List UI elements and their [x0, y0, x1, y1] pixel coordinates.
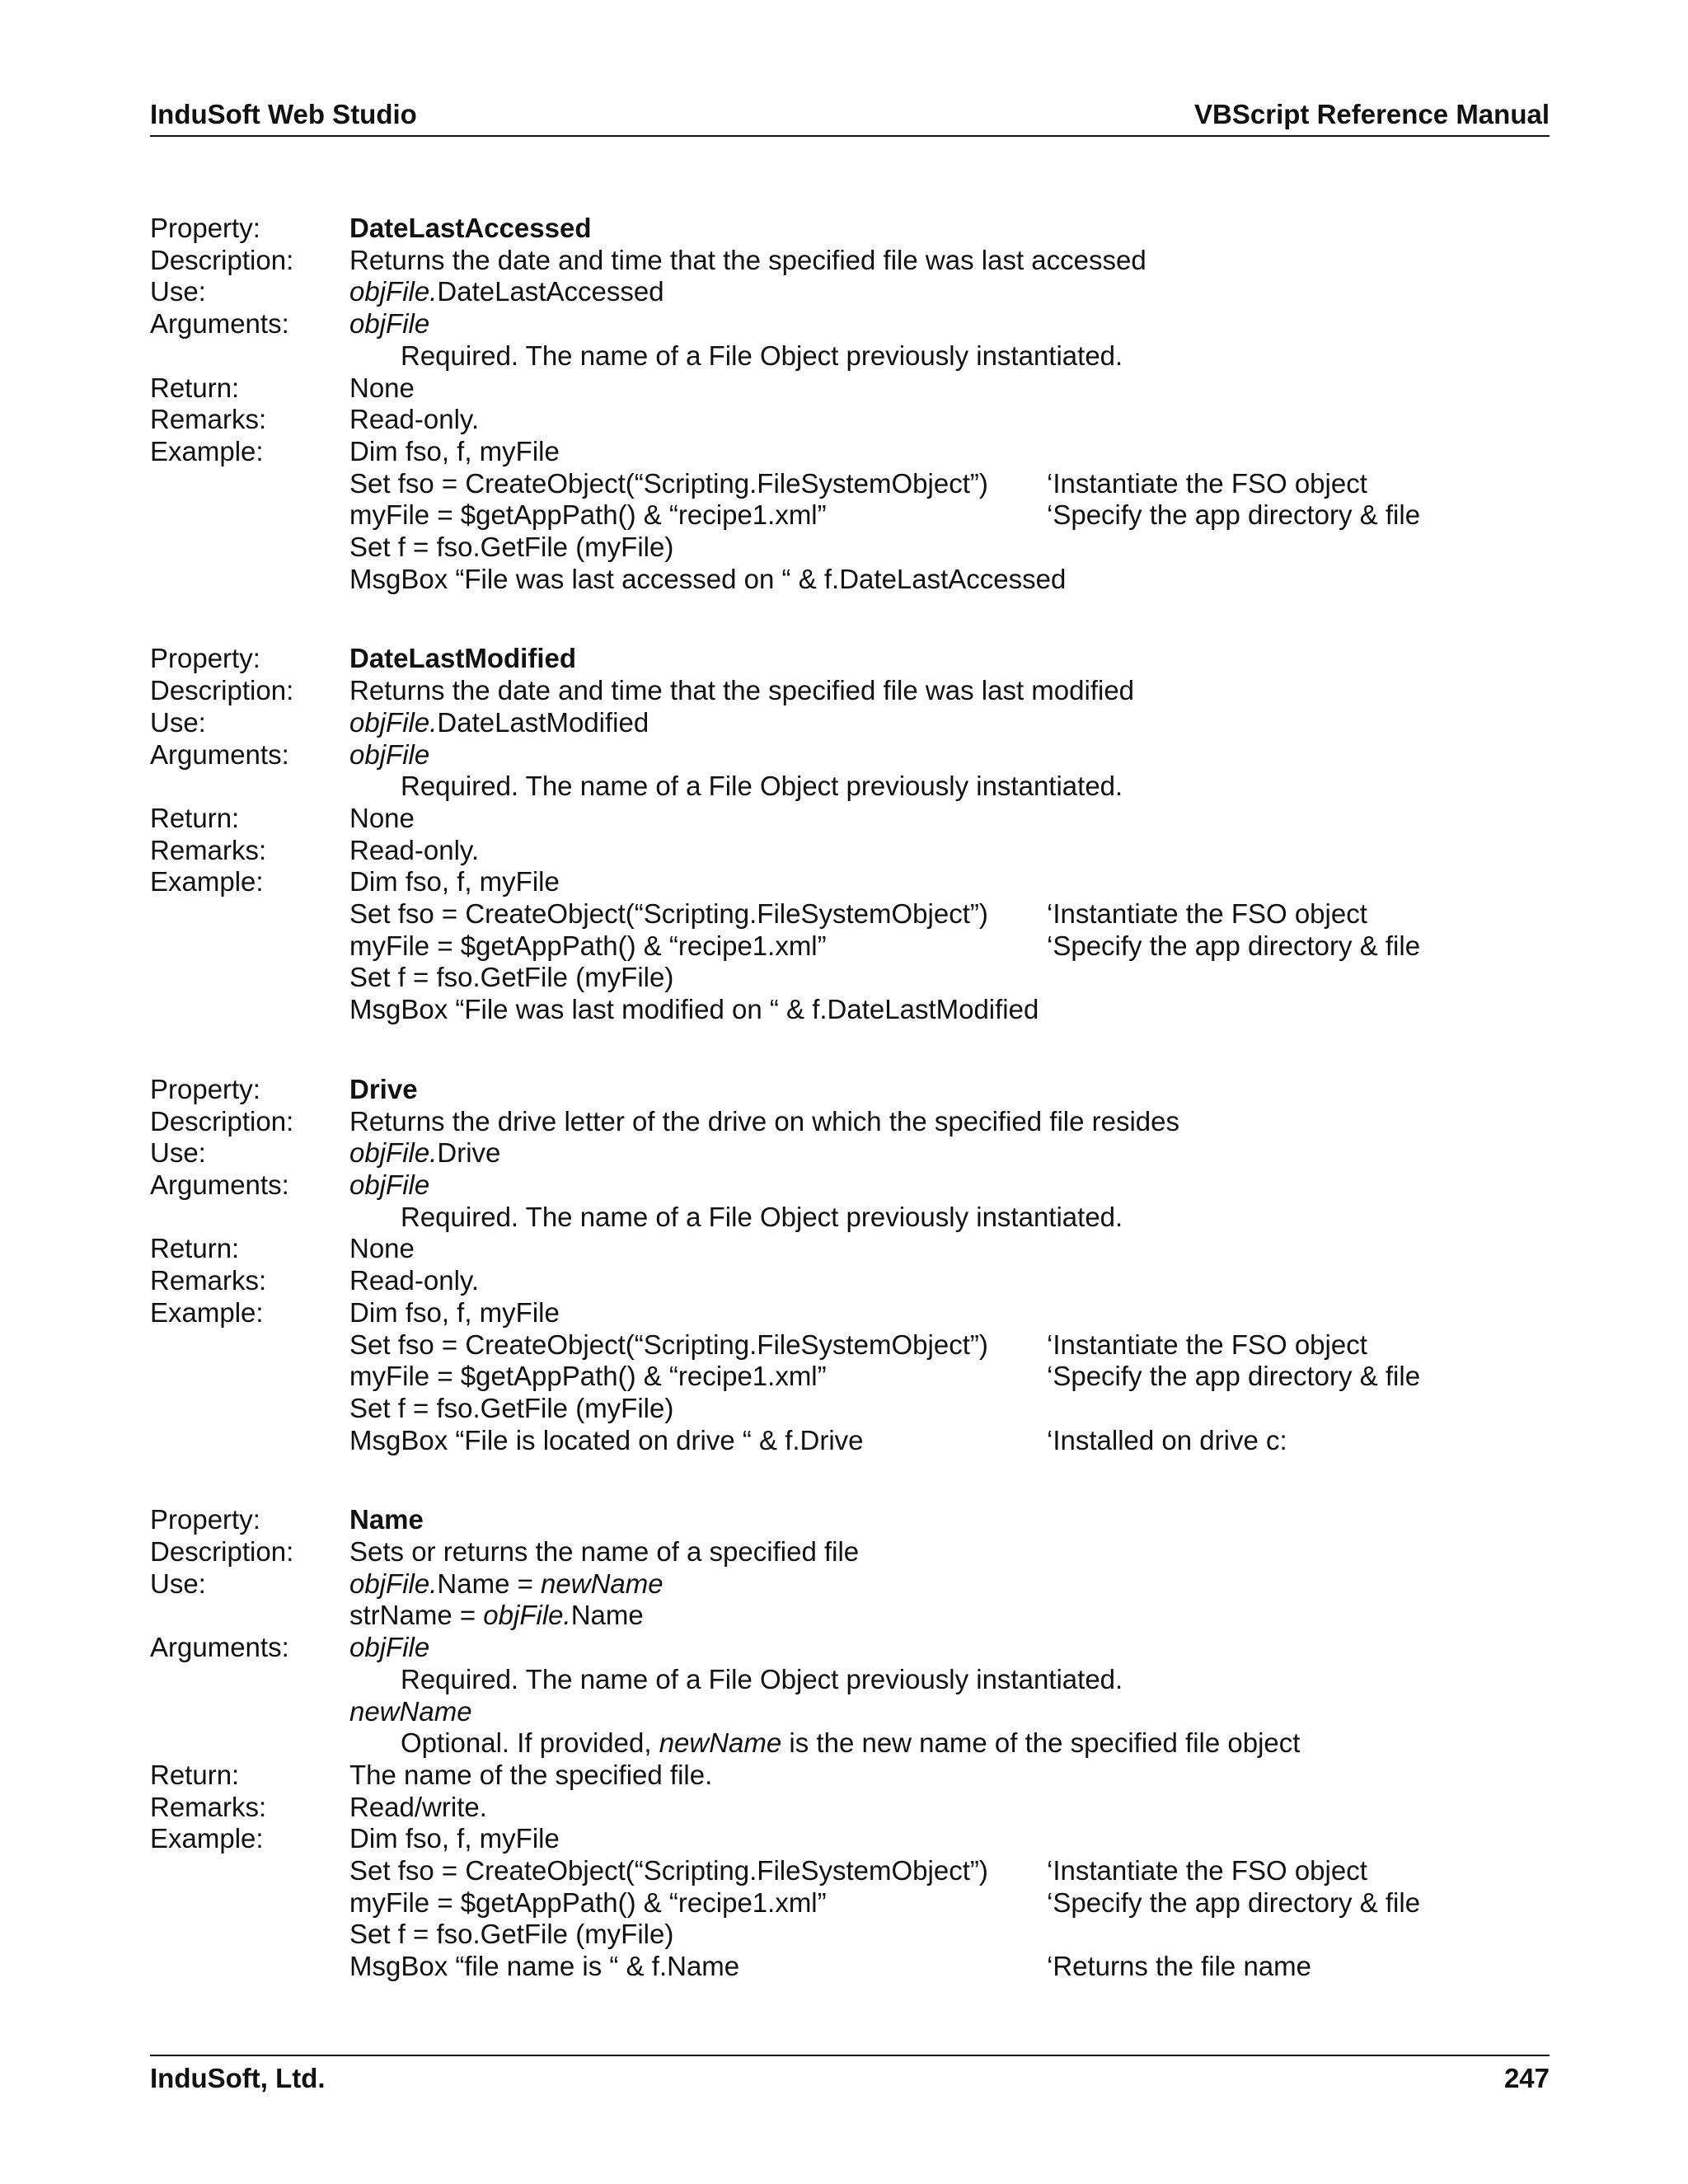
description-text: Returns the drive letter of the drive on which the specified file resides [349, 1105, 1180, 1137]
code-statement: myFile = $getAppPath() & “recipe1.xml” [349, 930, 827, 961]
code-comment: ‘Instantiate the FSO object [1047, 1855, 1367, 1886]
label-property: Property: [150, 213, 260, 243]
code-line [349, 1361, 1550, 1393]
code-comment: ‘Installed on drive c: [1047, 1424, 1287, 1455]
running-footer [150, 2055, 1550, 2096]
argument-name: newName [349, 1695, 472, 1727]
return-row [150, 1760, 1550, 1792]
property-entry-name [150, 1504, 1550, 1983]
code-line [349, 1887, 1550, 1919]
argument-description-row [150, 771, 1550, 803]
description-row [150, 1536, 1550, 1568]
property-name: Drive [349, 1073, 418, 1104]
description-row [150, 675, 1550, 707]
argument-description-row [150, 1664, 1550, 1696]
argument-description: Required. The name of a File Object previously instantiated. [401, 1201, 1123, 1232]
code-line [349, 499, 1550, 532]
code-comment: ‘Instantiate the FSO object [1047, 1329, 1367, 1360]
arguments-row [150, 308, 1550, 340]
return-row [150, 373, 1550, 405]
code-line [349, 1951, 1550, 1983]
code-line: Dim fso, f, myFile [349, 435, 560, 466]
use-object: objFile. [349, 276, 438, 307]
description-text: Returns the date and time that the specified file was last accessed [349, 244, 1146, 275]
use-new-name: newName [541, 1568, 663, 1599]
argument-description-row [150, 1202, 1550, 1234]
property-row [150, 643, 1550, 675]
property-row [150, 213, 1550, 245]
code-line: Set f = fso.GetFile (myFile) [349, 532, 674, 563]
example-row [150, 1297, 1550, 1329]
label-property: Property: [150, 643, 260, 674]
code-line [349, 468, 1550, 500]
return-value: None [349, 802, 415, 833]
label-remarks: Remarks: [150, 404, 267, 435]
argument-description-row [150, 1727, 1550, 1760]
label-return: Return: [150, 372, 240, 403]
argument-row-2 [150, 1696, 1550, 1728]
label-property: Property: [150, 1504, 260, 1535]
example-row [150, 436, 1550, 468]
label-description: Description: [150, 675, 294, 706]
code-statement: Set fso = CreateObject(“Scripting.FileSystemObject”) [349, 1329, 988, 1360]
remarks-row [150, 835, 1550, 867]
remarks-text: Read-only. [349, 1265, 480, 1296]
arguments-row [150, 1632, 1550, 1664]
label-use: Use: [150, 1137, 206, 1169]
code-line [349, 1855, 1550, 1887]
label-arguments: Arguments: [150, 308, 289, 340]
header-product: InduSoft Web Studio [150, 99, 417, 129]
label-example: Example: [150, 1823, 264, 1854]
code-line: MsgBox “File was last accessed on “ & f.DateLastAccessed [349, 563, 1067, 594]
use-member: Name [570, 1600, 644, 1631]
argument-name: objFile [349, 738, 430, 770]
label-example: Example: [150, 866, 264, 898]
description-text: Returns the date and time that the specified file was last modified [349, 675, 1135, 706]
code-line: Set f = fso.GetFile (myFile) [349, 1392, 674, 1423]
argument-description-row [150, 340, 1550, 373]
use-syntax [349, 1568, 1550, 1601]
footer-company: InduSoft, Ltd. [150, 2063, 326, 2093]
code-statement: myFile = $getAppPath() & “recipe1.xml” [349, 1886, 827, 1918]
header-manual-title: VBScript Reference Manual [1194, 99, 1550, 129]
label-use: Use: [150, 706, 206, 738]
code-comment: ‘Returns the file name [1047, 1951, 1311, 1982]
property-name: DateLastModified [349, 643, 577, 674]
label-return: Return: [150, 1233, 240, 1264]
return-row [150, 1233, 1550, 1265]
use-syntax [349, 276, 1550, 308]
remarks-row [150, 1265, 1550, 1297]
use-member: Name = [437, 1568, 542, 1599]
use-member: Drive [437, 1137, 501, 1169]
remarks-text: Read-only. [349, 834, 480, 865]
label-arguments: Arguments: [150, 1169, 289, 1200]
code-line: Dim fso, f, myFile [349, 1296, 560, 1328]
label-remarks: Remarks: [150, 834, 267, 865]
code-line [349, 1329, 1550, 1361]
code-comment: ‘Specify the app directory & file [1047, 499, 1421, 531]
use-row [150, 1568, 1550, 1601]
use-syntax [349, 1137, 1550, 1169]
code-line: Dim fso, f, myFile [349, 1823, 560, 1854]
use-syntax [349, 707, 1550, 739]
code-line: Dim fso, f, myFile [349, 866, 560, 898]
return-value: The name of the specified file. [349, 1759, 713, 1790]
label-description: Description: [150, 1105, 294, 1137]
label-remarks: Remarks: [150, 1265, 267, 1296]
argument-name: objFile [349, 1169, 430, 1200]
remarks-text: Read/write. [349, 1791, 487, 1822]
property-row [150, 1074, 1550, 1106]
use-object: objFile. [349, 1137, 438, 1169]
code-comment: ‘Specify the app directory & file [1047, 930, 1421, 961]
code-comment: ‘Specify the app directory & file [1047, 1886, 1421, 1918]
code-statement: MsgBox “file name is “ & f.Name [349, 1951, 740, 1982]
code-comment: ‘Specify the app directory & file [1047, 1361, 1421, 1392]
property-row [150, 1504, 1550, 1536]
use-object: objFile. [349, 706, 438, 738]
code-statement: myFile = $getAppPath() & “recipe1.xml” [349, 1361, 827, 1392]
remarks-row [150, 404, 1550, 436]
argument-name: objFile [349, 308, 430, 340]
property-reference [150, 213, 1550, 1983]
code-statement: MsgBox “File is located on drive “ & f.Drive [349, 1424, 864, 1455]
use-object: objFile. [483, 1600, 571, 1631]
use-member: DateLastAccessed [437, 276, 664, 307]
label-use: Use: [150, 1568, 206, 1599]
label-arguments: Arguments: [150, 738, 289, 770]
use-row [150, 1137, 1550, 1169]
code-statement: Set fso = CreateObject(“Scripting.FileSystemObject”) [349, 467, 988, 499]
example-row [150, 1823, 1550, 1855]
use-row [150, 707, 1550, 739]
code-comment: ‘Instantiate the FSO object [1047, 898, 1367, 930]
use-row-2 [150, 1600, 1550, 1632]
label-example: Example: [150, 435, 264, 466]
description-row [150, 245, 1550, 277]
argument-description: Optional. If provided, newName is the new name of the specified file object [401, 1727, 1301, 1759]
remarks-text: Read-only. [349, 404, 480, 435]
return-row [150, 803, 1550, 835]
code-line [349, 1425, 1550, 1457]
code-line: MsgBox “File was last modified on “ & f.DateLastModified [349, 994, 1039, 1025]
property-entry-datelastaccessed [150, 213, 1550, 595]
argument-description: Required. The name of a File Object previously instantiated. [401, 1663, 1123, 1694]
use-syntax [349, 1600, 1550, 1632]
use-member: DateLastModified [437, 706, 649, 738]
description-row [150, 1106, 1550, 1138]
arguments-row [150, 1169, 1550, 1202]
label-description: Description: [150, 244, 294, 275]
label-description: Description: [150, 1536, 294, 1568]
property-name: Name [349, 1504, 424, 1535]
running-header [150, 97, 1550, 137]
code-statement: Set fso = CreateObject(“Scripting.FileSystemObject”) [349, 898, 988, 930]
label-return: Return: [150, 802, 240, 833]
code-line: Set f = fso.GetFile (myFile) [349, 962, 674, 993]
return-value: None [349, 372, 415, 403]
property-entry-datelastmodified [150, 643, 1550, 1025]
label-use: Use: [150, 276, 206, 307]
label-remarks: Remarks: [150, 1791, 267, 1822]
arguments-row [150, 739, 1550, 771]
code-statement: Set fso = CreateObject(“Scripting.FileSystemObject”) [349, 1855, 988, 1886]
page-number: 247 [1503, 2063, 1550, 2093]
property-entry-drive [150, 1074, 1550, 1456]
example-row [150, 866, 1550, 898]
return-value: None [349, 1233, 415, 1264]
property-name: DateLastAccessed [349, 213, 592, 243]
label-example: Example: [150, 1296, 264, 1328]
argument-description: Required. The name of a File Object previously instantiated. [401, 771, 1123, 802]
argument-name: objFile [349, 1632, 430, 1663]
argument-description: Required. The name of a File Object previously instantiated. [401, 340, 1123, 371]
use-row [150, 276, 1550, 308]
label-arguments: Arguments: [150, 1632, 289, 1663]
label-return: Return: [150, 1759, 240, 1790]
use-object: objFile. [349, 1568, 438, 1599]
code-line [349, 930, 1550, 963]
remarks-row [150, 1792, 1550, 1824]
code-statement: myFile = $getAppPath() & “recipe1.xml” [349, 499, 827, 531]
label-property: Property: [150, 1073, 260, 1104]
description-text: Sets or returns the name of a specified file [349, 1536, 860, 1568]
code-comment: ‘Instantiate the FSO object [1047, 467, 1367, 499]
use-assign: strName = [349, 1600, 484, 1631]
code-line: Set f = fso.GetFile (myFile) [349, 1919, 674, 1950]
code-line [349, 898, 1550, 930]
